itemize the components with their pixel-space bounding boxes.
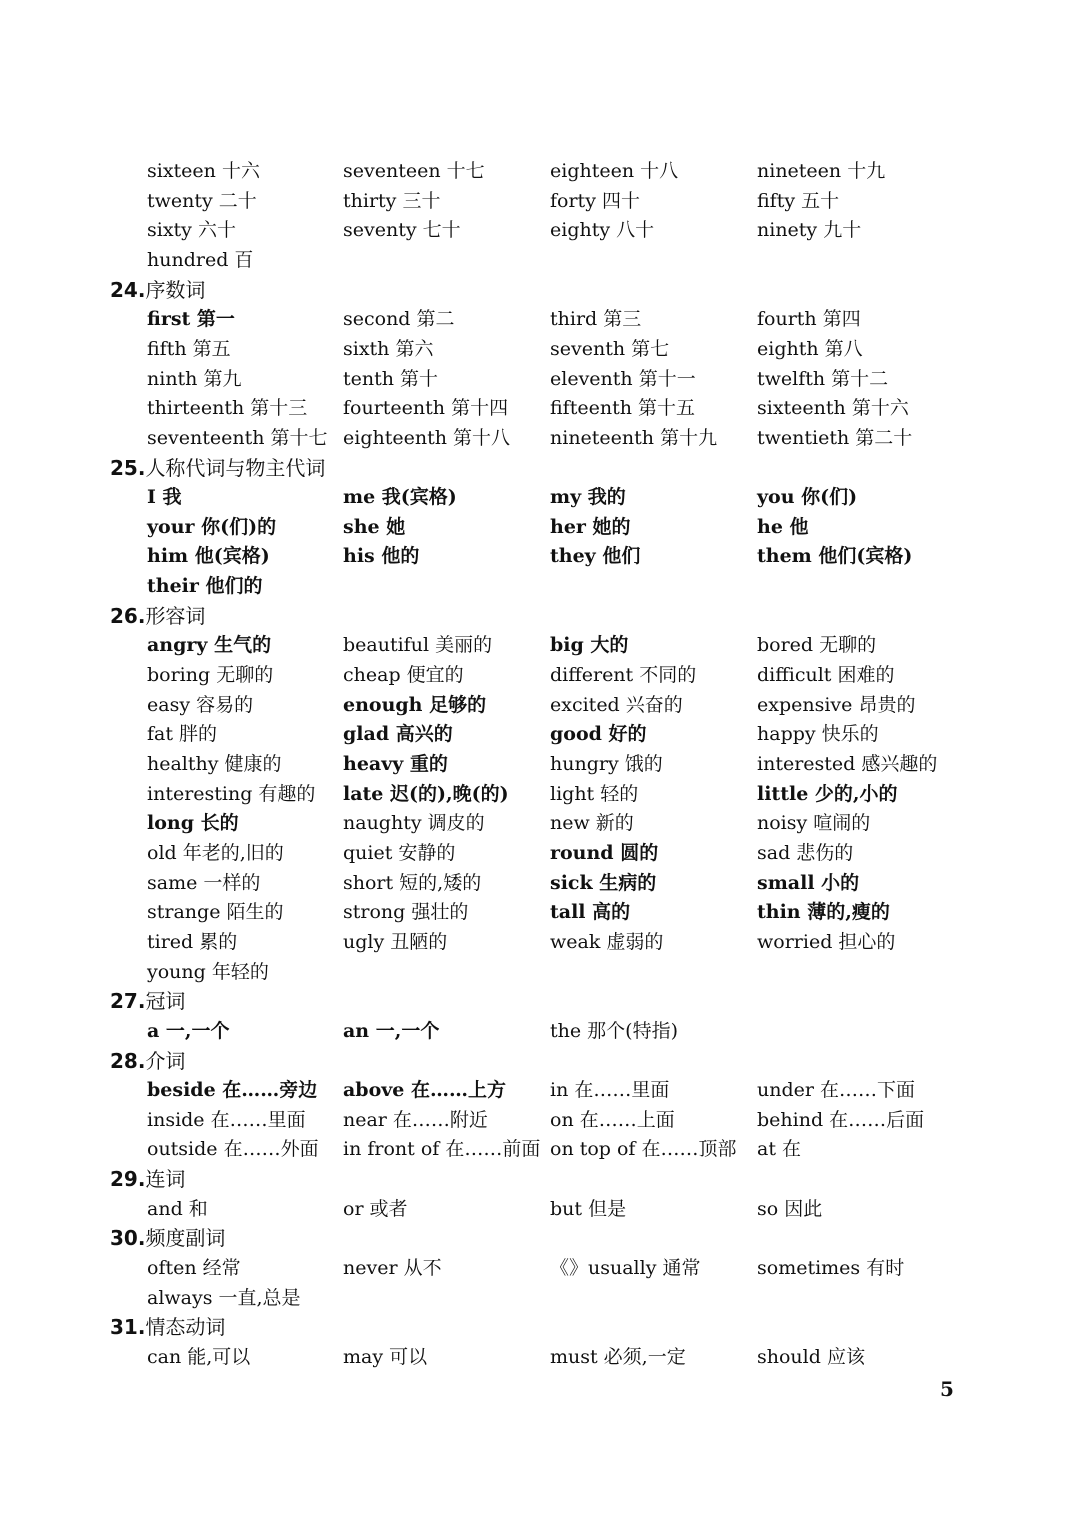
word-entry: seventeen 十七 [343, 160, 485, 182]
word-row [0, 571, 1080, 601]
word-entry: eighteenth 第十八 [343, 426, 510, 449]
word-entry: beautiful 美丽的 [343, 634, 493, 657]
word-row [0, 660, 1080, 690]
word-row [0, 1105, 1080, 1135]
word-entry: under 在……下面 [757, 1079, 916, 1102]
word-row [0, 186, 1080, 216]
word-entry: twenty 二十 [147, 189, 257, 212]
word-entry: ugly 丑陋的 [343, 930, 448, 953]
word-row [0, 719, 1080, 749]
word-entry: fifty 五十 [757, 189, 840, 212]
word-entry: but 但是 [550, 1197, 627, 1220]
word-row [0, 1134, 1080, 1164]
word-entry: bored 无聊的 [757, 634, 877, 657]
section-number: 25. [110, 455, 146, 480]
word-entry: forty 四十 [550, 189, 640, 212]
word-entry: eighty 八十 [550, 219, 655, 242]
word-entry: ninety 九十 [757, 219, 862, 242]
word-entry: and 和 [147, 1197, 208, 1220]
word-entry: nineteenth 第十九 [550, 426, 718, 449]
word-row [0, 156, 1080, 186]
word-entry: my 我的 [550, 486, 626, 509]
word-entry: above 在……上方 [343, 1079, 507, 1102]
word-entry: fifteenth 第十五 [550, 397, 695, 420]
section-title: 频度副词 [145, 1226, 226, 1251]
word-entry: can 能,可以 [147, 1346, 251, 1368]
section-heading [110, 1312, 225, 1342]
word-entry: small 小的 [757, 871, 860, 894]
word-entry: behind 在……后面 [757, 1108, 925, 1131]
word-row [0, 897, 1080, 927]
word-entry: outside 在……外面 [147, 1138, 319, 1161]
word-entry: he 他 [757, 515, 809, 538]
word-entry: the 那个(特指) [550, 1019, 678, 1042]
word-row [0, 1194, 1080, 1224]
word-row [0, 1283, 1080, 1313]
word-entry: tall 高的 [550, 901, 631, 924]
word-row [0, 868, 1080, 898]
word-entry: quiet 安静的 [343, 841, 456, 864]
word-entry: boring 无聊的 [147, 664, 274, 687]
word-row [0, 1016, 1080, 1046]
word-entry: old 年老的,旧的 [147, 841, 284, 864]
word-row [0, 541, 1080, 571]
word-entry: tired 累的 [147, 930, 238, 953]
word-entry: worried 担心的 [757, 930, 896, 953]
word-entry: second 第二 [343, 308, 455, 331]
word-entry: in 在……里面 [550, 1079, 670, 1102]
word-entry: hundred 百 [147, 248, 254, 271]
word-row [0, 1253, 1080, 1283]
word-entry: eighteen 十八 [550, 160, 679, 182]
word-entry: long 长的 [147, 812, 239, 835]
section-heading [110, 1223, 225, 1253]
word-entry: they 他们 [550, 545, 641, 568]
word-entry: noisy 喧闹的 [757, 812, 871, 835]
word-entry: big 大的 [550, 634, 629, 657]
word-entry: enough 足够的 [343, 693, 487, 716]
word-entry: tenth 第十 [343, 367, 439, 390]
word-entry: on 在……上面 [550, 1108, 675, 1131]
word-entry: seventy 七十 [343, 219, 461, 242]
word-entry: happy 快乐的 [757, 723, 879, 746]
page-number: 5 [940, 1377, 954, 1401]
section-number: 27. [110, 989, 146, 1014]
word-entry: young 年轻的 [147, 960, 269, 983]
word-entry: sixteenth 第十六 [757, 397, 909, 420]
word-entry: expensive 昂贵的 [757, 693, 916, 716]
word-row [0, 1342, 1080, 1372]
word-entry: good 好的 [550, 723, 647, 746]
word-entry: different 不同的 [550, 664, 697, 687]
word-entry: must 必须,一定 [550, 1346, 686, 1368]
word-entry: may 可以 [343, 1346, 428, 1368]
word-entry: so 因此 [757, 1197, 823, 1220]
word-entry: me 我(宾格) [343, 486, 457, 509]
word-entry: nineteen 十九 [757, 160, 886, 182]
word-entry: difficult 困难的 [757, 664, 895, 687]
word-row [0, 482, 1080, 512]
section-title: 冠词 [145, 989, 186, 1014]
word-entry: weak 虚弱的 [550, 930, 664, 953]
word-entry: thin 薄的,瘦的 [757, 901, 890, 924]
word-entry: strong 强壮的 [343, 901, 469, 924]
word-row [0, 779, 1080, 809]
word-entry: ninth 第九 [147, 367, 242, 390]
word-entry: should 应该 [757, 1346, 865, 1368]
word-entry: often 经常 [147, 1257, 241, 1280]
word-entry: 《》usually 通常 [550, 1257, 701, 1280]
word-entry: on top of 在……顶部 [550, 1138, 737, 1161]
word-row [0, 1075, 1080, 1105]
word-entry: fifth 第五 [147, 337, 231, 360]
word-entry: naughty 调皮的 [343, 812, 485, 835]
word-entry: inside 在……里面 [147, 1108, 306, 1131]
word-entry: light 轻的 [550, 782, 639, 805]
section-heading [110, 986, 185, 1016]
section-heading [110, 275, 205, 305]
section-number: 30. [110, 1226, 146, 1251]
word-row [0, 423, 1080, 453]
word-entry: she 她 [343, 515, 406, 538]
word-entry: him 他(宾格) [147, 545, 270, 568]
word-row [0, 245, 1080, 275]
word-entry: twentieth 第二十 [757, 426, 913, 449]
section-title: 情态动词 [145, 1315, 226, 1340]
section-heading [110, 453, 325, 483]
word-entry: third 第三 [550, 308, 642, 331]
section-heading [110, 1164, 185, 1194]
word-entry: sad 悲伤的 [757, 841, 854, 864]
word-entry: in front of 在……前面 [343, 1138, 541, 1161]
word-entry: eleventh 第十一 [550, 367, 696, 390]
word-entry: beside 在……旁边 [147, 1079, 318, 1102]
word-entry: you 你(们) [757, 486, 858, 509]
section-number: 28. [110, 1048, 146, 1073]
word-entry: excited 兴奋的 [550, 693, 683, 716]
word-row [0, 808, 1080, 838]
section-number: 31. [110, 1315, 146, 1340]
word-entry: eighth 第八 [757, 337, 863, 360]
word-entry: seventh 第七 [550, 337, 670, 360]
section-title: 形容词 [145, 603, 206, 628]
word-entry: your 你(们)的 [147, 515, 277, 538]
word-entry: thirty 三十 [343, 189, 441, 212]
word-entry: sixth 第六 [343, 337, 434, 360]
word-entry: first 第一 [147, 308, 235, 331]
section-number: 24. [110, 277, 146, 302]
word-row [0, 393, 1080, 423]
word-entry: sometimes 有时 [757, 1257, 905, 1280]
word-entry: sick 生病的 [550, 871, 657, 894]
word-row [0, 749, 1080, 779]
word-entry: hungry 饿的 [550, 753, 663, 775]
section-number: 26. [110, 603, 146, 628]
word-entry: I 我 [147, 486, 182, 509]
word-entry: late 迟(的),晚(的) [343, 782, 509, 805]
section-title: 序数词 [145, 277, 206, 302]
word-entry: healthy 健康的 [147, 753, 282, 775]
word-row [0, 838, 1080, 868]
word-entry: always 一直,总是 [147, 1286, 301, 1309]
word-entry: cheap 便宜的 [343, 664, 464, 687]
section-heading [110, 1046, 185, 1076]
word-row [0, 334, 1080, 364]
word-entry: round 圆的 [550, 841, 659, 864]
word-entry: glad 高兴的 [343, 723, 453, 746]
word-entry: thirteenth 第十三 [147, 397, 308, 420]
word-row [0, 690, 1080, 720]
word-entry: interested 感兴趣的 [757, 753, 938, 775]
word-entry: his 他的 [343, 545, 420, 568]
word-entry: a 一,一个 [147, 1019, 230, 1042]
word-entry: fat 胖的 [147, 723, 218, 746]
word-entry: her 她的 [550, 515, 631, 538]
word-entry: an 一,一个 [343, 1019, 440, 1042]
word-row [0, 364, 1080, 394]
word-entry: same 一样的 [147, 871, 261, 894]
word-entry: sixty 六十 [147, 219, 236, 242]
word-row [0, 512, 1080, 542]
word-row [0, 957, 1080, 987]
word-entry: easy 容易的 [147, 693, 254, 716]
word-row [0, 215, 1080, 245]
section-heading [110, 601, 205, 631]
word-entry: sixteen 十六 [147, 160, 260, 182]
word-entry: fourteenth 第十四 [343, 397, 509, 420]
word-entry: at 在 [757, 1138, 802, 1161]
word-entry: new 新的 [550, 812, 634, 835]
section-title: 介词 [145, 1048, 186, 1073]
section-number: 29. [110, 1167, 146, 1192]
word-row [0, 927, 1080, 957]
word-entry: angry 生气的 [147, 634, 272, 657]
word-entry: fourth 第四 [757, 308, 861, 331]
word-entry: strange 陌生的 [147, 901, 284, 924]
word-entry: interesting 有趣的 [147, 782, 316, 805]
word-entry: near 在……附近 [343, 1108, 488, 1131]
word-row [0, 630, 1080, 660]
word-entry: their 他们的 [147, 575, 263, 598]
word-entry: or 或者 [343, 1197, 408, 1220]
word-entry: seventeenth 第十七 [147, 426, 328, 449]
word-entry: them 他们(宾格) [757, 545, 913, 568]
word-entry: heavy 重的 [343, 753, 448, 775]
word-entry: little 少的,小的 [757, 782, 898, 805]
word-row [0, 304, 1080, 334]
word-entry: short 短的,矮的 [343, 871, 482, 894]
section-title: 连词 [145, 1167, 186, 1192]
word-entry: never 从不 [343, 1257, 442, 1280]
word-entry: twelfth 第十二 [757, 367, 889, 390]
section-title: 人称代词与物主代词 [145, 455, 326, 480]
